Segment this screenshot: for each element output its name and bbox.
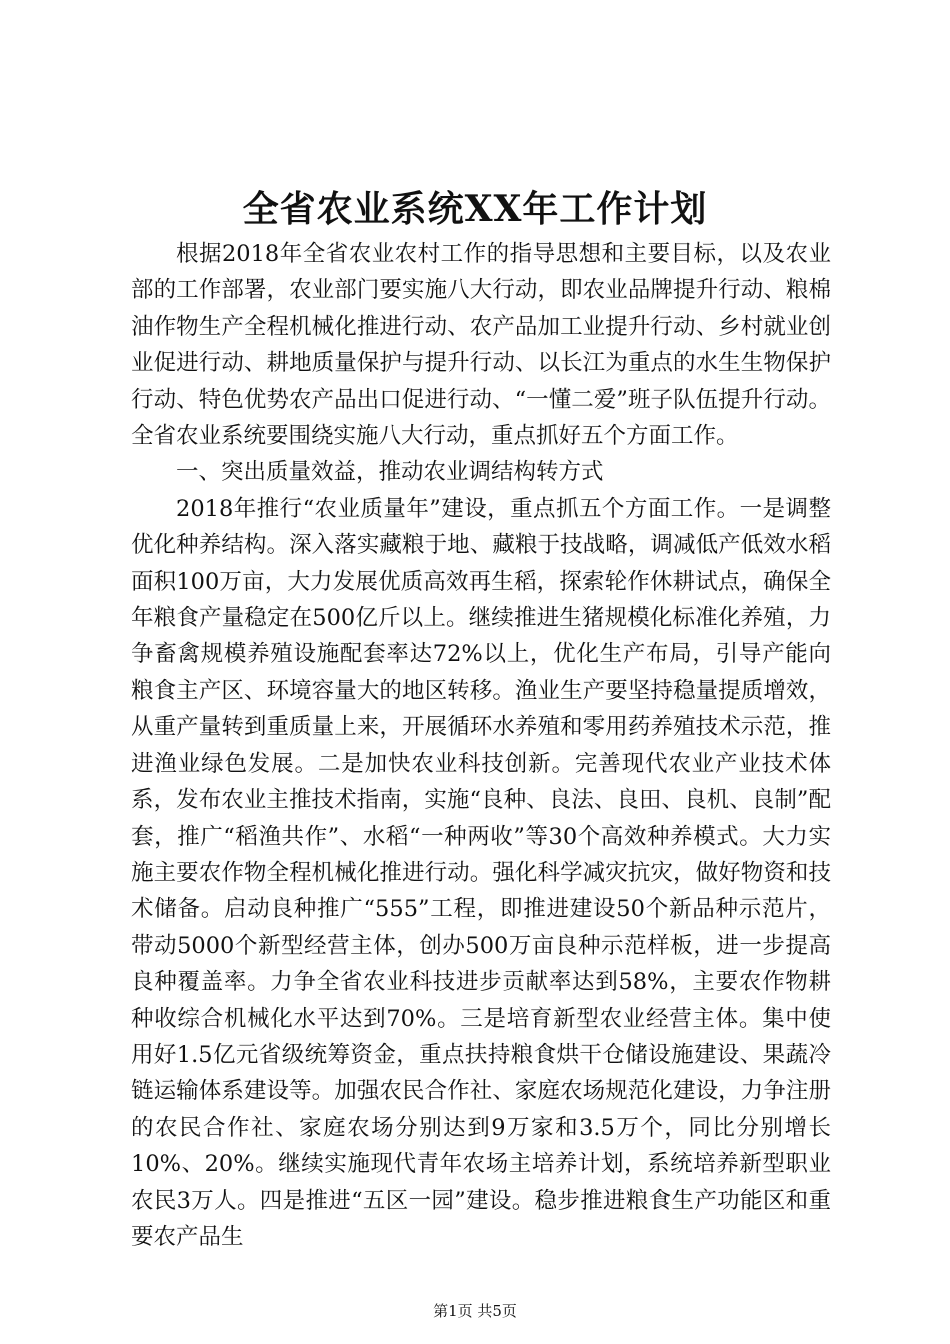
document-body [131,236,831,1255]
page-number-footer: 第1页 共5页 [433,1302,517,1320]
section-heading-1: 一、突出质量效益，推动农业调结构转方式 [176,459,604,486]
document-title: 全省农业系统XX年工作计划 [242,188,708,230]
paragraph-section-1: 2018年推行“农业质量年”建设，重点抓五个方面工作。一是调整优化种养结构。深入落实藏粮于地、藏粮于技战略，调减低产低效水稻面积100万亩，大力发展优质高效再生稻，探索轮作休耕试点，确保全年粮食产量稳定在500亿斤以上。继续推进生猪规模化标准化养殖，力争畜禽规模养殖设施配套率达72%以上，优化生产布局，引导产能向粮食主产区、环境容量大的地区转移。渔业生产要坚持稳量提质增效，从重产量转到重质量上来，开展循环水养殖和零用药养殖技术示范，推进渔业绿色发展。二是加快农业科技创新。完善现代农业产业技术体系，发布农业主推技术指南，实施“良种、良法、良田、良机、良制”配套，推广“稻渔共作”、水稻“一种两收”等30个高效种养模式。大力实施主要农作物全程机械化推进行动。强化科学减灾抗灾，做好物资和技术储备。启动良种推广“555”工程，即推进建设50个新品种示范片，带动5000个新型经营主体，创办500万亩良种示范样板，进一步提高良种覆盖率。力争全省农业科技进步贡献率达到58%，主要农作物耕种收综合机械化水平达到70%。三是培育新型农业经营主体。集中使用好1.5亿元省级统筹资金，重点扶持粮食烘干仓储设施建设、果蔬冷链运输体系建设等。加强农民合作社、家庭农场规范化建设，力争注册的农民合作社、家庭农场分别达到9万家和3.5万个，同比分别增长10%、20%。继续实施现代青年农场主培养计划，系统培养新型职业农民3万人。四是推进“五区一园”建设。稳步推进粮食生产功能区和重要农产品生 [131,495,831,1250]
paragraph-intro: 根据2018年全省农业农村工作的指导思想和主要目标，以及农业部的工作部署，农业部门要实施八大行动，即农业品牌提升行动、粮棉油作物生产全程机械化推进行动、农产品加工业提升行动、乡村就业创业促进行动、耕地质量保护与提升行动、以长江为重点的水生生物保护行动、特色优势农产品出口促进行动、“一懂二爱”班子队伍提升行动。全省农业系统要围绕实施八大行动，重点抓好五个方面工作。 [131,241,831,450]
